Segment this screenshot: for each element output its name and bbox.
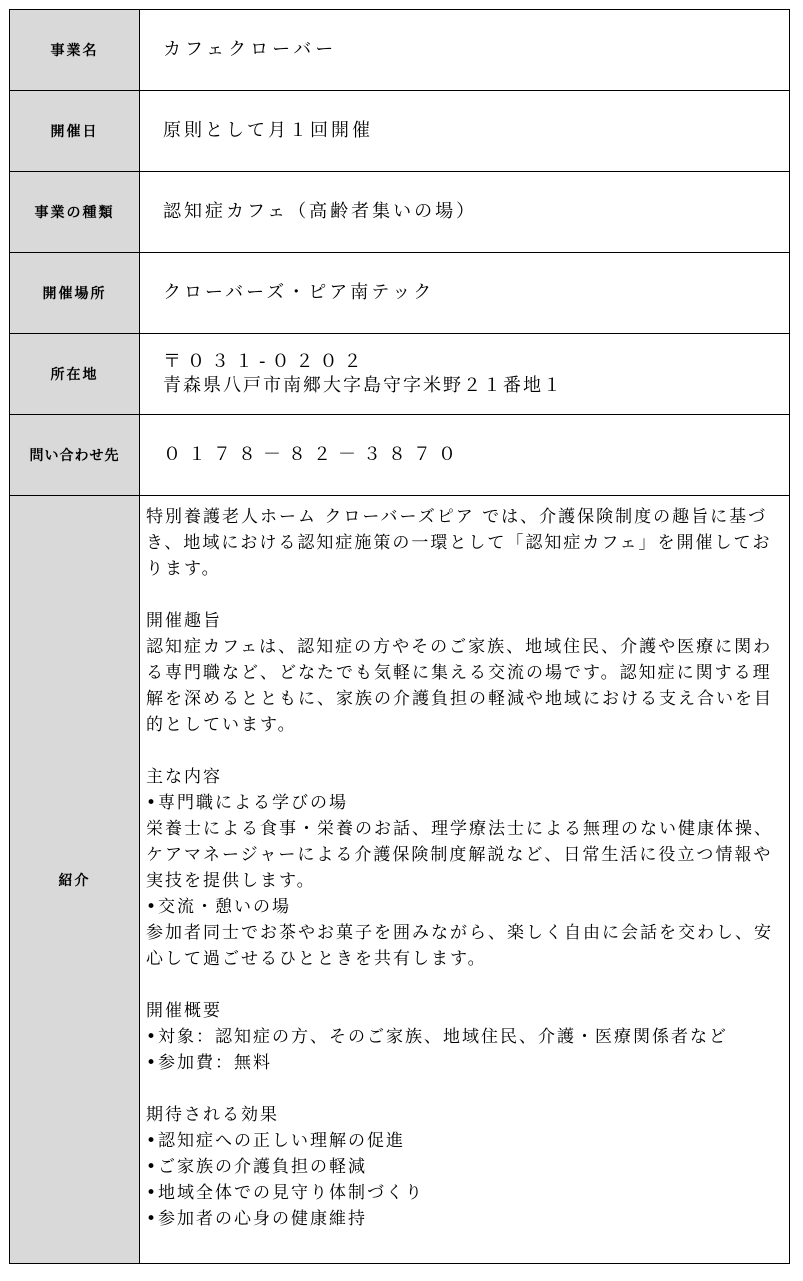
label-date: 開催日 <box>10 91 140 171</box>
postal-code: 〒０３１-０２０２ <box>163 351 368 372</box>
value-business-name: カフェクローバー <box>163 39 338 60</box>
bullet-learning-body: 栄養士による食事・栄養のお話、理学療法士による無理のない健康体操、ケアマネージャーによる介護保険制度解説など、日常生活に役立つ情報や実技を提供します。 <box>146 819 773 891</box>
section-body-purpose: 認知症カフェは、認知症の方やそのご家族、地域住民、介護や医療に関わる専門職など、どなたでも気軽に集える交流の場です。認知症に関する理解を深めるとともに、家族の介護負担の軽減や地域における支え合いを目的としています。 <box>146 637 773 735</box>
row-address <box>10 334 789 415</box>
intro-text <box>141 496 789 1263</box>
section-title-effects: 期待される効果 <box>146 1105 279 1125</box>
label-business-name: 事業名 <box>10 10 140 90</box>
row-venue <box>10 253 789 334</box>
bullet-exchange: •交流・憩いの場 <box>146 897 292 917</box>
section-title-purpose: 開催趣旨 <box>146 611 222 631</box>
bullet-target: •対象：認知症の方、そのご家族、地域住民、介護・医療関係者など <box>146 1027 729 1047</box>
row-type <box>10 172 789 253</box>
bullet-effect-4: •参加者の心身の健康維持 <box>146 1209 368 1229</box>
value-contact: ０１７８－８２－３８７０ <box>163 444 463 465</box>
value-date: 原則として月１回開催 <box>163 120 373 141</box>
intro-paragraph: 特別養護老人ホーム クローバーズピア では、介護保険制度の趣旨に基づき、地域における認知症施策の一環として「認知症カフェ」を開催しております。 <box>146 507 772 579</box>
info-table <box>9 9 790 1264</box>
value-type: 認知症カフェ（高齢者集いの場） <box>163 201 478 222</box>
bullet-exchange-body: 参加者同士でお茶やお菓子を囲みながら、楽しく自由に会話を交わし、安心して過ごせるひとときを共有します。 <box>146 923 773 969</box>
row-intro <box>10 496 789 1263</box>
label-contact: 問い合わせ先 <box>10 415 140 495</box>
address-line: 青森県八戸市南郷大字島守字米野２１番地１ <box>163 375 563 396</box>
label-address: 所在地 <box>10 334 140 414</box>
label-venue: 開催場所 <box>10 253 140 333</box>
value-address <box>141 334 789 414</box>
bullet-effect-2: •ご家族の介護負担の軽減 <box>146 1157 368 1177</box>
bullet-fee: •参加費：無料 <box>146 1053 273 1073</box>
bullet-effect-1: •認知症への正しい理解の促進 <box>146 1131 406 1151</box>
label-type: 事業の種類 <box>10 172 140 252</box>
row-contact <box>10 415 789 496</box>
label-intro: 紹介 <box>10 496 140 1263</box>
section-title-content: 主な内容 <box>146 767 222 787</box>
row-date <box>10 91 789 172</box>
bullet-learning: •専門職による学びの場 <box>146 793 349 813</box>
value-venue: クローバーズ・ピア南テック <box>163 282 435 303</box>
section-title-overview: 開催概要 <box>146 1001 222 1021</box>
row-business-name <box>10 10 789 91</box>
bullet-effect-3: •地域全体での見守り体制づくり <box>146 1183 425 1203</box>
